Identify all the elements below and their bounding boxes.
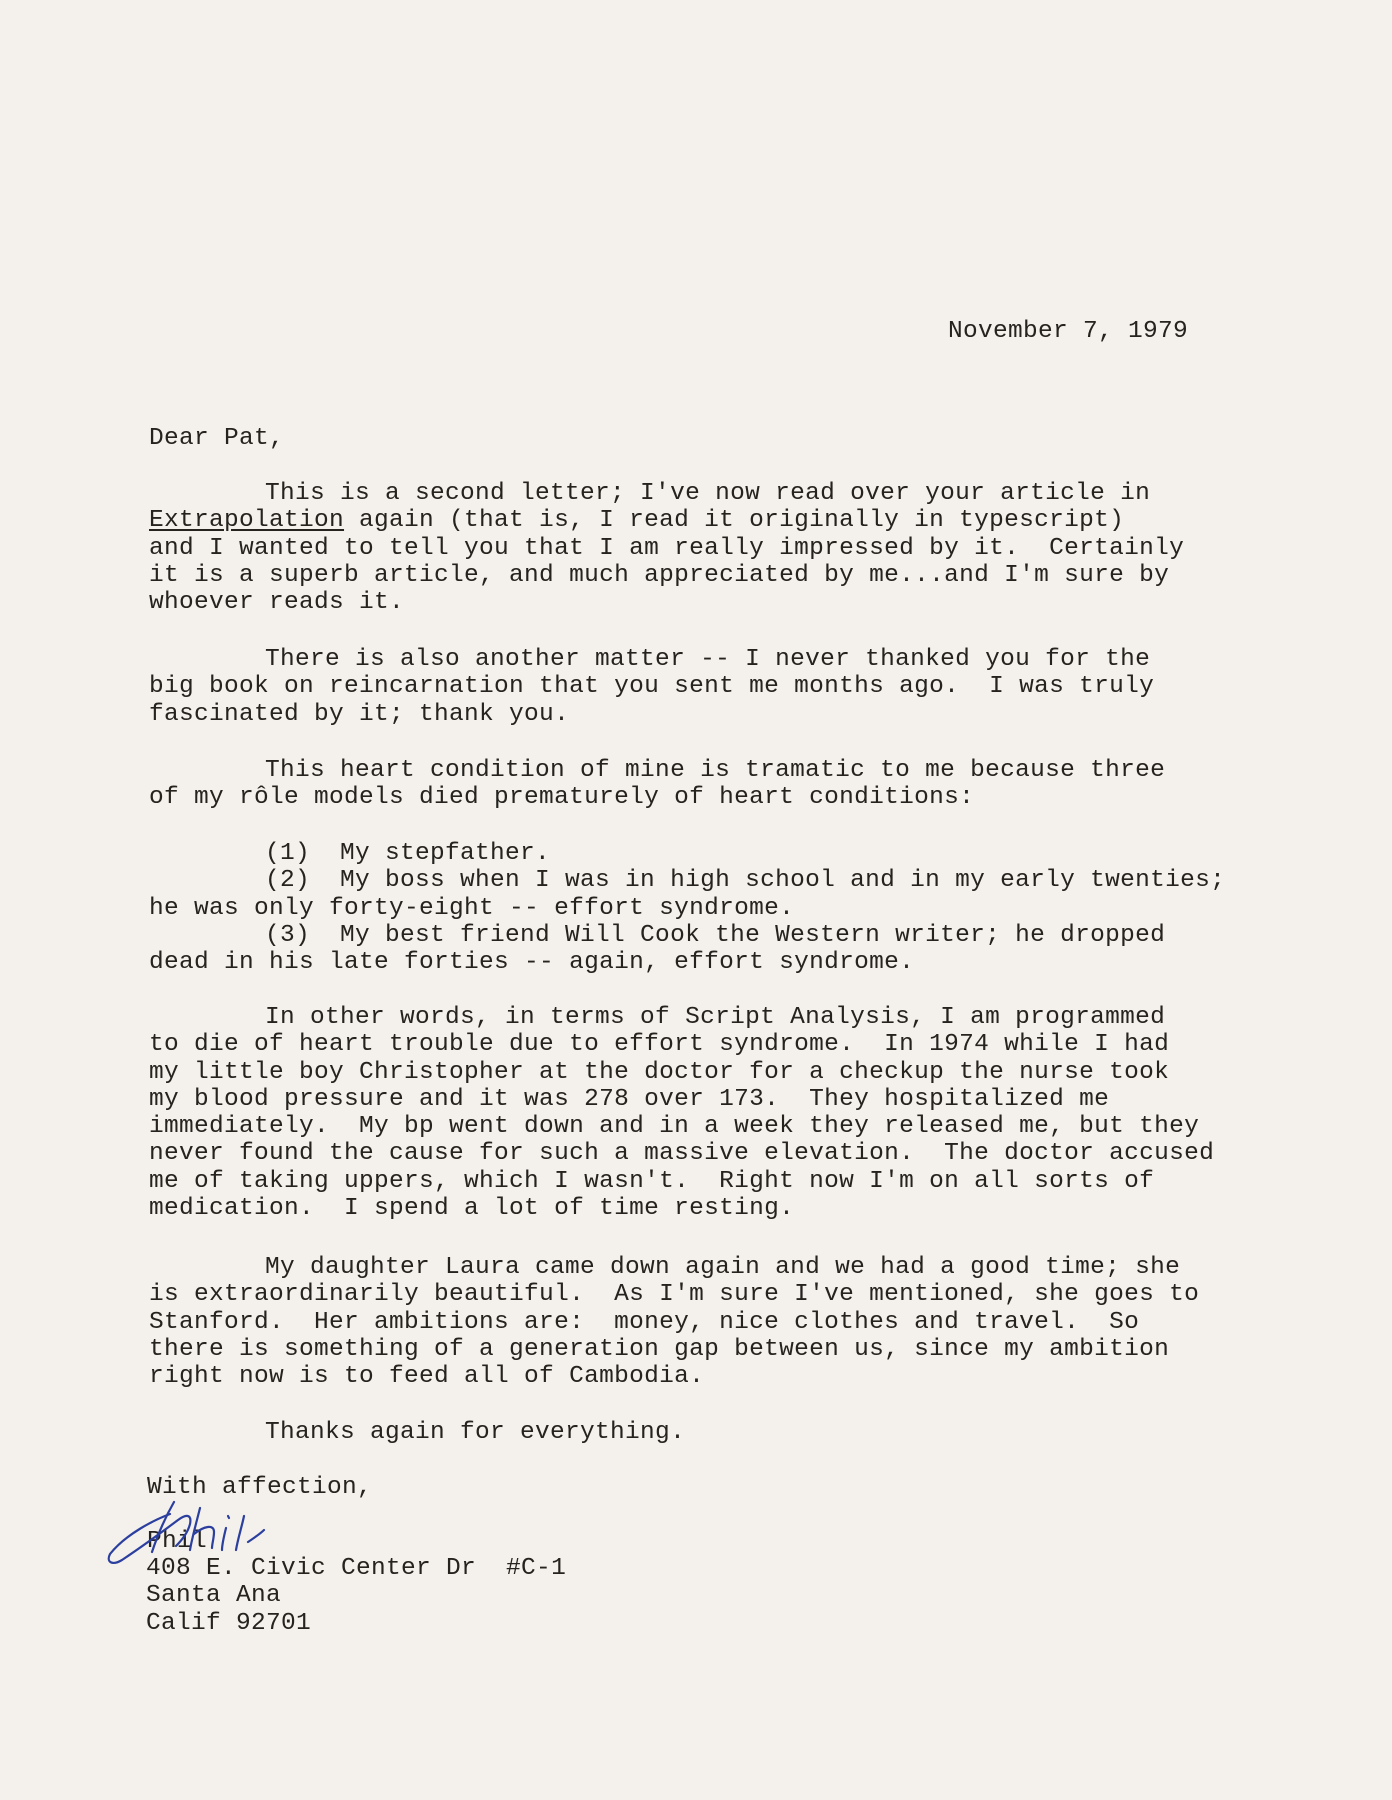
return-address: [146, 1555, 566, 1637]
publication-title: Extrapolation: [149, 507, 345, 535]
paragraph-line: This heart condition of mine is tramatic to me because three: [265, 757, 1166, 784]
paragraph-line: my blood pressure and it was 278 over 173. They hospitalized me: [149, 1085, 1110, 1113]
paragraph-line: to die of heart trouble due to effort syndrome. In 1974 while I had: [149, 1031, 1170, 1059]
paragraph-line: Stanford. Her ambitions are: money, nice clothes and travel. So: [149, 1308, 1140, 1336]
paragraph-line: whoever reads it.: [149, 589, 405, 617]
paragraph-script-analysis: [149, 1004, 1214, 1222]
paragraph-line: medication. I spend a lot of time resting.: [149, 1195, 795, 1223]
paragraph-heart-condition: [149, 757, 1165, 812]
paragraph-thanks: [149, 1419, 685, 1446]
paragraph-line: and I wanted to tell you that I am really impressed by it. Certainly: [149, 534, 1185, 562]
paragraph-line: never found the cause for such a massive elevation. The doctor accused: [149, 1140, 1215, 1168]
address-city: Santa Ana: [146, 1582, 282, 1610]
paragraph-line: My daughter Laura came down again and we had a good time; she: [265, 1254, 1181, 1281]
closing: With affection,: [147, 1474, 373, 1501]
paragraph-line: there is something of a generation gap between us, since my ambition: [149, 1335, 1170, 1363]
list-item-continuation: dead in his late forties -- again, effort syndrome.: [149, 949, 915, 977]
paragraph-line: right now is to feed all of Cambodia.: [149, 1363, 705, 1391]
paragraph-line-rest: again (that is, I read it originally in typescript): [344, 507, 1125, 535]
paragraph-line: Thanks again for everything.: [265, 1419, 686, 1446]
address-state-zip: Calif 92701: [146, 1609, 312, 1637]
letter-date: November 7, 1979: [948, 318, 1189, 345]
paragraph-daughter: [149, 1254, 1199, 1390]
list-item: (2) My boss when I was in high school and in my early twenties;: [265, 867, 1226, 895]
paragraph-line: big book on reincarnation that you sent me months ago. I was truly: [149, 673, 1155, 701]
paragraph-line: There is also another matter -- I never thanked you for the: [265, 646, 1151, 673]
typed-name: Phil: [147, 1528, 208, 1555]
address-street: 408 E. Civic Center Dr #C-1: [146, 1555, 567, 1582]
salutation: Dear Pat,: [149, 425, 285, 452]
paragraph-line: [149, 507, 1184, 534]
paragraph-line: is extraordinarily beautiful. As I'm sure I've mentioned, she goes to: [149, 1281, 1200, 1309]
list-item-continuation: he was only forty-eight -- effort syndrome.: [149, 894, 795, 922]
paragraph-line: me of taking uppers, which I wasn't. Right now I'm on all sorts of: [149, 1167, 1155, 1195]
list-item: (1) My stepfather.: [265, 840, 551, 867]
paragraph-line: In other words, in terms of Script Analysis, I am programmed: [265, 1004, 1166, 1031]
paragraph-line: This is a second letter; I've now read over your article in: [265, 480, 1151, 507]
paragraph-line: fascinated by it; thank you.: [149, 700, 570, 728]
paragraph-reincarnation-book: [149, 646, 1154, 728]
paragraph-article: [149, 480, 1184, 616]
list-item: (3) My best friend Will Cook the Western writer; he dropped: [265, 921, 1166, 949]
paragraph-line: my little boy Christopher at the doctor for a checkup the nurse took: [149, 1058, 1170, 1086]
paragraph-line: it is a superb article, and much appreciated by me...and I'm sure by: [149, 561, 1170, 589]
paragraph-line: of my rôle models died prematurely of heart conditions:: [149, 784, 975, 812]
paragraph-line: immediately. My bp went down and in a week they released me, but they: [149, 1113, 1200, 1141]
role-models-list: [149, 840, 1225, 976]
